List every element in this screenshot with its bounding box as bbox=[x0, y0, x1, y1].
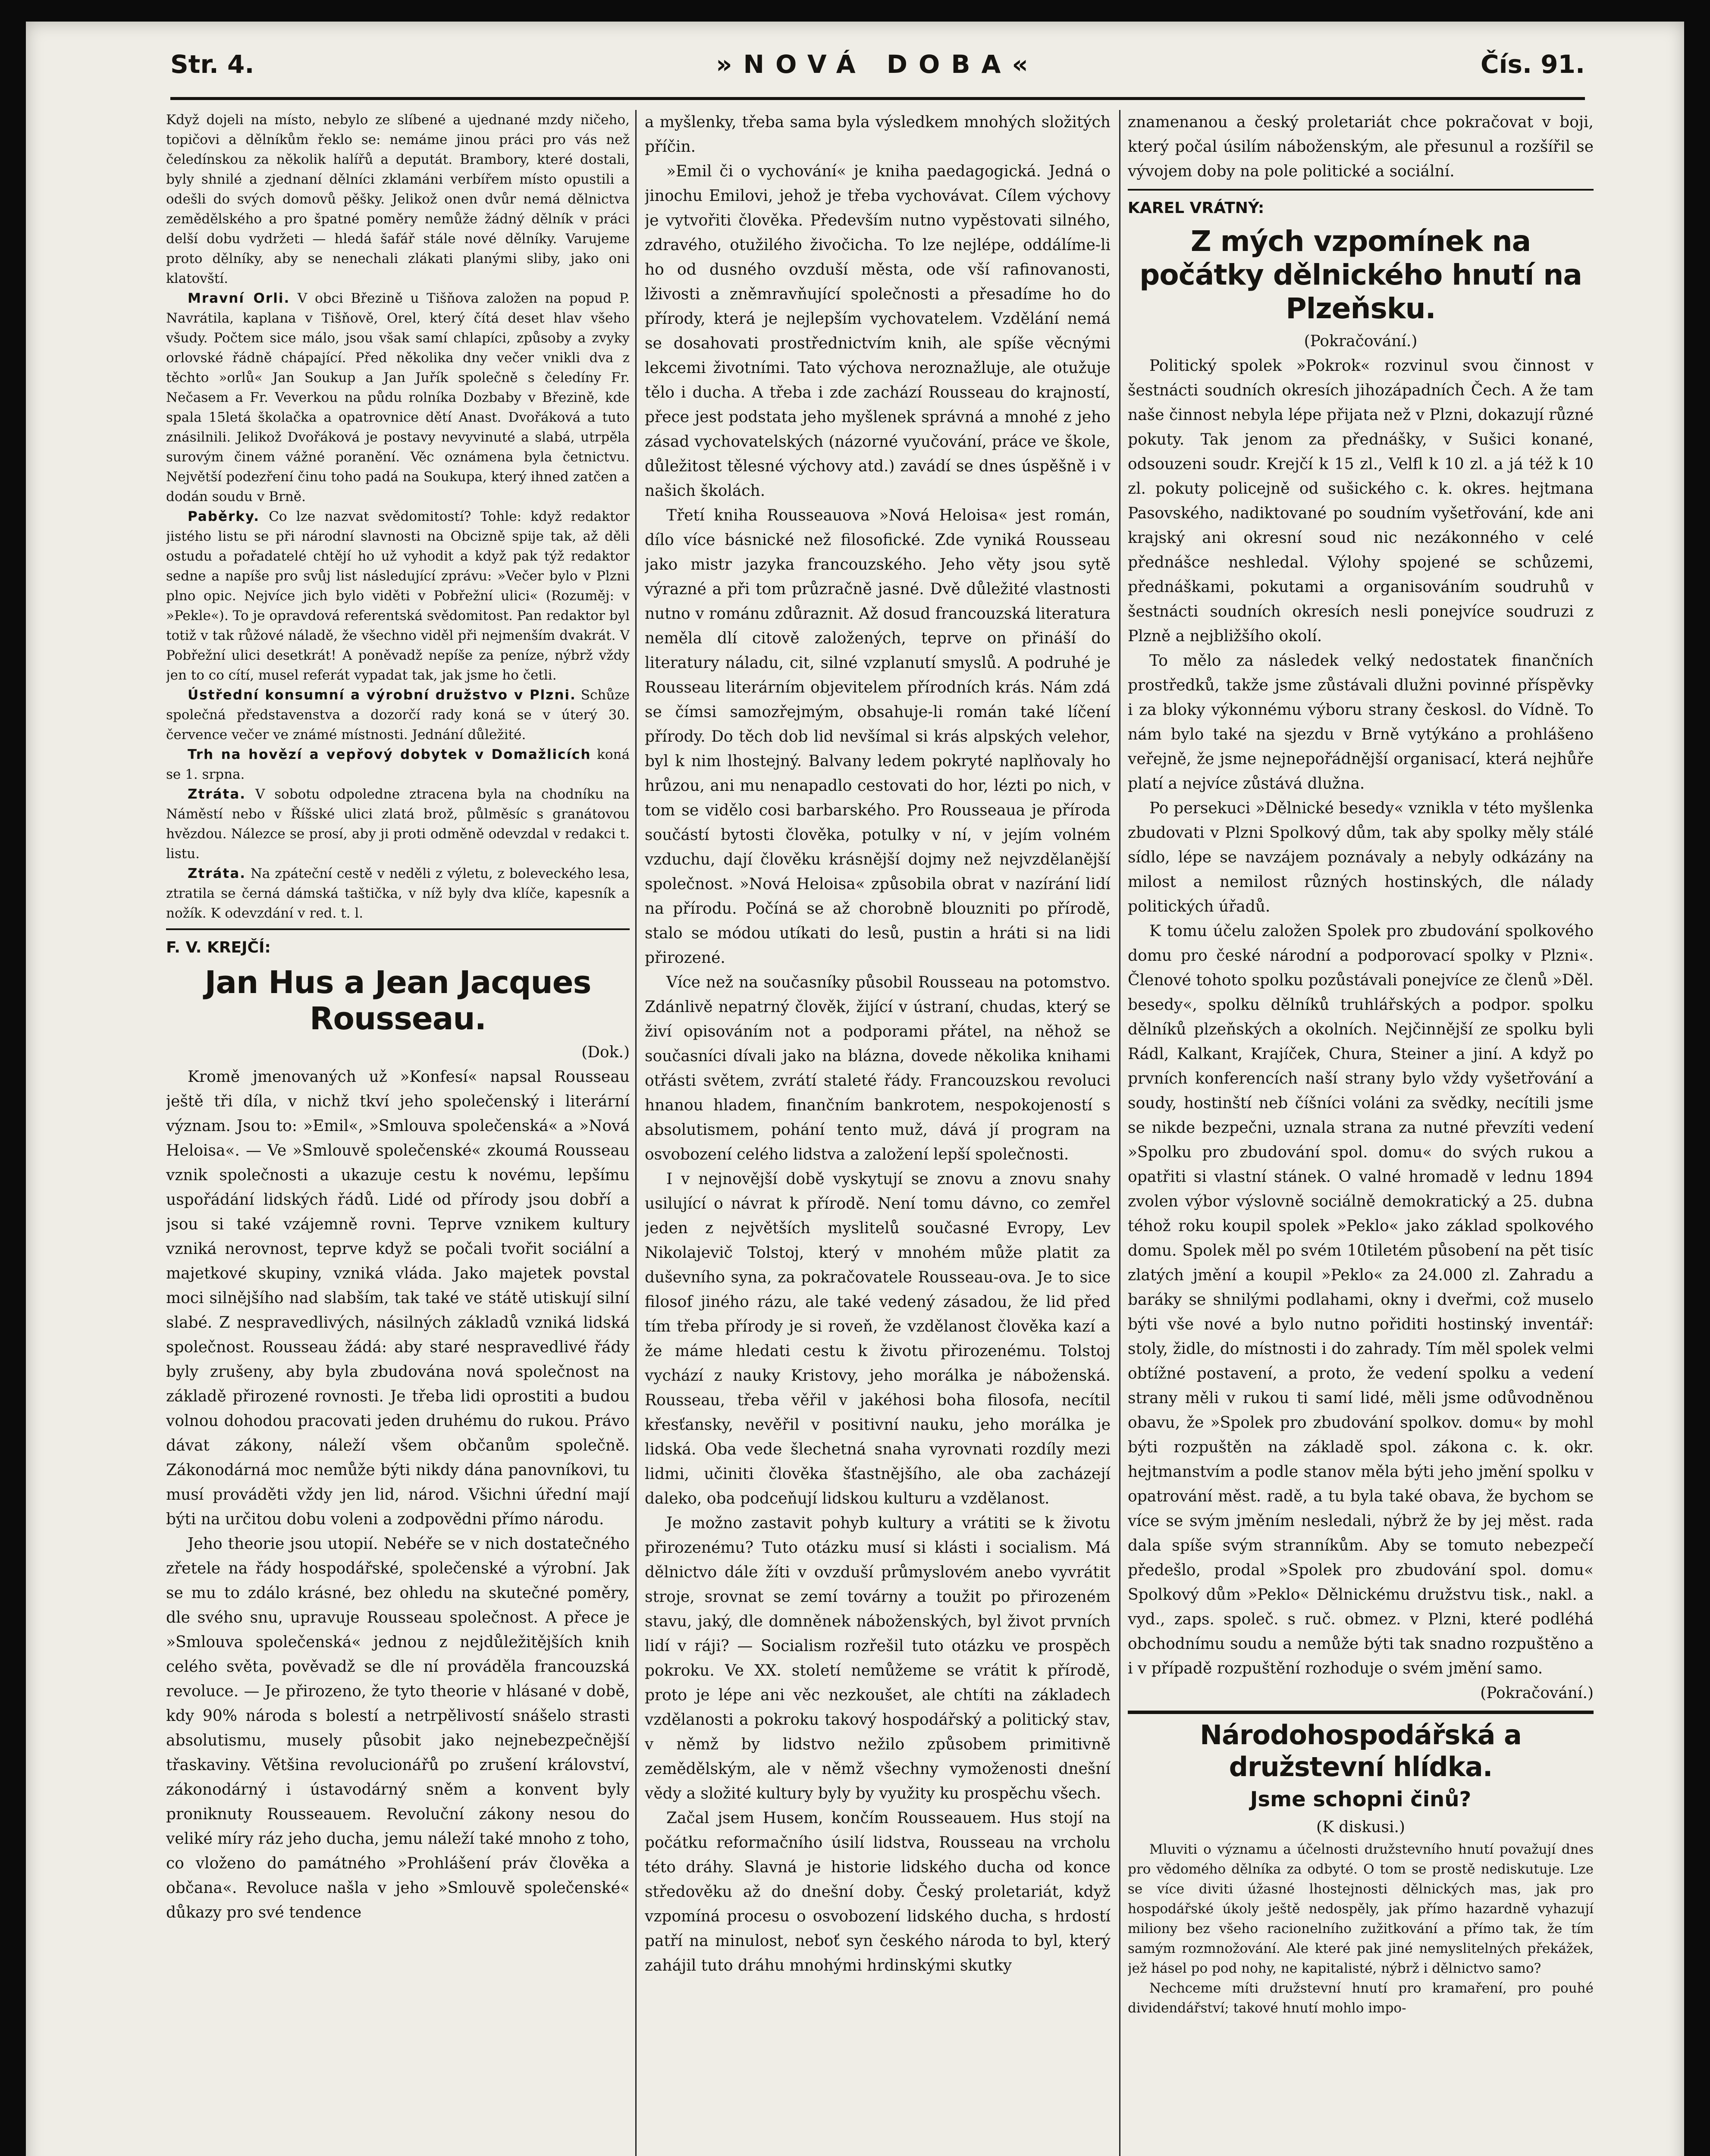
news-item-text: Na zpáteční cestě v neděli z výletu, z boleveckého lesa, ztratila se černá dámská taštička, v níž byly dva klíče, kapesník a nožík. K odevzdání v red. t. l. bbox=[166, 866, 630, 921]
news-item-title: Trh na hovězí a vepřový dobytek v Domažlicích bbox=[188, 747, 591, 762]
article-paragraph: Po persekuci »Dělnické besedy« vznikla v této myšlenka zbudovati v Plzni Spolkový dům, tak aby spolky měly stálé sídlo, lépe se navzájem poznávaly a nebyly odkázány na milost a nemilost různých hostinských, dle nálady politických úřadů. bbox=[1128, 799, 1594, 915]
news-item-text: V obci Březině u Tišňova založen na popud P. Navrátila, kaplana v Tišňově, Orel, který čítá deset hlav všeho všudy. Počtem sice málo, jsou však samí chlapíci, způsoby a zvyky orlovské řádně chápající. Před několika dny večer vnikli dva z těchto »orlů« Jan Soukup a Jan Juřík společně s čeledíny Fr. Nečasem a Fr. Veverkou na půdu rolníka Dozbaby v Březině, kde spala 15letá školačka a opatrovnice dětí Anast. Dvořáková a tuto znásilnili. Jelikož Dvořáková je postavy nevyvinuté a slabá, utrpěla surovým činem vážné poranění. Věc oznámena byla četnictvu. Největší podezření činu toho padá na Soukupa, který ihned zatčen a dodán soudu v Brně. bbox=[166, 291, 630, 505]
page-number: Str. 4. bbox=[170, 50, 254, 79]
article-continuation-note: (Pokračování.) bbox=[1480, 1684, 1594, 1702]
column-3 bbox=[1128, 110, 1594, 2156]
news-item-text: Co lze nazvat svědomitostí? Tohle: když redaktor jistého listu se při národní slavnosti na Obcizně spije tak, až děli ostudu a pořadatelé chtějí ho už vyhodit a když pak týž redaktor sedne a napíše pro svůj list následující zprávu: »Večer bylo v Plzni plno opic. Nejvíce jich bylo viděti v Pobřežní ulici« (Rozuměj: v »Pekle«). To je opravdová referentská svědomitost. Pan redaktor byl totiž v tak růžové náladě, že všechno viděl při nejmenším dvakrát. V Pobřežní ulici desetkrát! A poněvadž nepíše za peníze, nýbrž vždy jen to co cítí, musel referát vypadat tak, jak jsme ho četli. bbox=[166, 509, 630, 683]
news-item-trh bbox=[166, 745, 630, 784]
article-paragraph: Je možno zastavit pohyb kultury a vrátiti se k životu přirozenému? Tuto otázku musí si klásti i socialism. Má dělnictvo dále žíti v ovzduší průmyslovém anebo vyvrátit stroje, srovnat se zemí továrny a toužit po přirozeném stavu, jaký, dle domněnek náboženských, byl život prvních lidí v ráji? — Socialism rozřešil tuto otázku ve prospěch pokroku. Ve XX. století nemůžeme se vrátit k přírodě, proto je lépe ani věc nezkoušet, ale chtíti na základech vzdělanosti a pokroku takový hospodářský a politický stav, v němž by lidstvo nežilo způsobem primitivně zemědělským, ale v němž všechny vymoženosti dnešní vědy a složité kultury byly by využity ku prospěchu všech. bbox=[645, 1514, 1111, 1802]
article-paragraph: Třetí kniha Rousseauova »Nová Heloisa« jest román, dílo více básnické než filosofické. Zde vyniká Rousseau jako mistr jazyka francouzského. Jeho věty jsou sytě výrazné a při tom průzračně jasné. Dvě důležité vlastnosti nutno v románu zdůraznit. Až dosud francouzská literatura neměla dlí citově založených, teprve on přináší do literatury náladu, cit, silné vzplanutí smyslů. A podruhé je Rousseau literárním objevitelem přírodních krás. Nám zdá se čímsi samozřejmým, obsahuje-li román také líčení přírody. Do těch dob lid nevšímal si krás alpských velehor, byl k nim lhostejný. Balvany ledem pokryté naplňovaly ho hrůzou, ani mu nenapadlo cestovati do hor, lézti po nich, v tom se vidělo cosi barbarského. Pro Rousseaua je příroda součástí bytosti člověka, potulky v ní, v jejím volném vzduchu, dají člověku krásnější dojmy než nejvzdělanější společnost. »Nová Heloisa« způsobila obrat v nazírání lidí na přírodu. Počíná se až chorobně blouzniti po přírodě, stalo se módou utíkati do lesů, pustin a hráti si na lidi přirozené. bbox=[645, 507, 1111, 967]
issue-number: Čís. 91. bbox=[1481, 50, 1585, 79]
news-item-paberky bbox=[166, 507, 630, 685]
article-paragraph: Kromě jmenovaných už »Konfesí« napsal Rousseau ještě tři díla, v nichž tkví jeho společenský i literární význam. Jsou to: »Emil«, »Smlouva společenská« a »Nová Heloisa«. — Ve »Smlouvě společenské« zkoumá Rousseau vznik společnosti a ukazuje cestu k novému, lepšímu uspořádání lidských řádů. Lidé od přírody jsou dobří a jsou si také vzájemně rovni. Teprve vznikem kultury vzniká nerovnost, teprve když se počali tvořit sociální a majetkové skupiny, vzniká vláda. Jako majetek povstal moci silnějšího nad slabším, tak také ve státě utiskují silní slabé. Z nespravedlivých, násilných základů vzniká lidská společnost. Rousseau žádá: aby staré nespravedlivé řády byly zrušeny, aby byla zbudována nová společnost na základě přirozené rovnosti. Je třeba lidi oprostiti a budou volnou dohodou pracovati jeden druhému do rukou. Právo dávat zákony, náleží všem občanům společně. Zákonodárná moc nemůže býti nikdy dána panovníkovi, tu musí prováděti vždy jen lid, národ. Všichni úřední mají býti na určitou dobu voleni a zodpovědni přímo národu. bbox=[166, 1068, 630, 1528]
news-item-title: Mravní Orli. bbox=[188, 291, 290, 306]
article-headline: Z mých vzpomínek na počátky dělnického hnutí na Plzeňsku. bbox=[1139, 225, 1582, 325]
newspaper-page bbox=[26, 22, 1684, 2156]
news-item-title: Ústřední konsumní a výrobní družstvo v Plzni. bbox=[188, 687, 576, 703]
article-paragraph: K tomu účelu založen Spolek pro zbudování spolkového domu pro české národní a podporovací spolky v Plzni«. Členové tohoto spolku pozůstávali ponejvíce ze členů »Děl. besedy«, spolku dělníků truhlářských a podpor. spolku dělníků plzeňských a okolních. Nejčinnější ze spolku byli Rádl, Kalkant, Krajíček, Chura, Steiner a jiní. A když po prvních konferencích naší strany bylo vždy vyšetřování a soudy, hostinští neb číšníci voláni za svědky, necítili jsme se nikde bezpečni, uznala strana za nutné převzíti vedení »Spolku pro zbudování spol. domu« do svých rukou a opatřiti si vlastní stánek. O valné hromadě v lednu 1894 zvolen výbor výslovně sociálně demokratický a 25. dubna téhož roku koupil spolek »Peklo« jako základ spolkového domu. Spolek měl po svém 10tiletém působení na pět tisíc zlatých jmění a koupil »Peklo« za 24.000 zl. Zahradu a baráky se shnilými podlahami, okny i dveřmi, což muselo býti vše nové a bylo nutno pořiditi hostinský inventář: stoly, židle, do místnosti i do zahrady. Tím měl spolek velmi obtížné postavení, a proto, že vedení spolku a vedení strany měli v rukou ti samí lidé, měli jsme odůvodněnou obavu, že »Spolek pro zbudování spolkov. domu« by mohl býti rozpuštěn na základě spol. zákona c. k. okr. hejtmanstvím a podle stanov měla býti jeho jmění spolku v opatrování měst. radě, a tu byla také obava, že bychom se více se svým jměním nesledali, nýbrž že by jej měst. rada dala spíše svým stranníkům. Aby se tomuto nebezpečí předešlo, prodal »Spolek pro zbudování spol. domu« Spolkový dům »Peklo« Dělnickému družstvu tisk., nakl. a vyd., zaps. společ. s ruč. obmez. v Plzni, které podléhá obchodnímu soudu a nemůže býti tak snadno rozpuštěno a i v případě rozpuštění rozhoduje o svém jmění samo. bbox=[1128, 922, 1594, 1677]
news-item-text: V sobotu odpoledne ztracena byla na chodníku na Náměstí nebo v Říšské ulici zlatá brož, půlměsíc s granátovou hvězdou. Nálezce se prosí, aby ji proti odměně odevzdal v redakci t. listu. bbox=[166, 787, 630, 862]
news-item-title: Paběrky. bbox=[188, 509, 260, 524]
article-author: KAREL VRÁTNÝ: bbox=[1128, 199, 1264, 217]
news-item-ztrata-2 bbox=[166, 864, 630, 923]
article-paragraph: znamenanou a český proletariát chce pokračovat v boji, který počal úsilím náboženským, ale přesunul a rozšířil se vývojem doby na pole politické a sociální. bbox=[1128, 113, 1594, 180]
article-continuation-note: (Dok.) bbox=[581, 1044, 630, 1061]
column-divider bbox=[635, 110, 637, 2156]
news-item-konsum bbox=[166, 685, 630, 745]
article-subnote: (K diskusi.) bbox=[1316, 1818, 1405, 1836]
news-item-orli bbox=[166, 288, 630, 507]
article-continuation-note: (Pokračování.) bbox=[1304, 332, 1418, 350]
column-divider bbox=[1119, 110, 1120, 2156]
article-subheadline: Jsme schopni činů? bbox=[1250, 1787, 1472, 1811]
article-paragraph: I v nejnovější době vyskytují se znovu a znovu snahy usilující o návrat k přírodě. Není tomu dávno, co zemřel jeden z největších myslitelů současné Evropy, Lev Nikolajevič Tolstoj, který v mnohém může platit za duševního syna, za pokračovatele Rousseau-ova. Je to sice filosof jiného rázu, ale také vedený zásadou, že lid před tím třeba přírody je si roveň, že vzdělanost člověka kazí a že máme hledati cestu k životu přirozenému. Tolstoj vychází z nauky Kristovy, jeho morálka je náboženská. Rousseau, třeba věřil v jakéhosi boha filosofa, necítil křesťansky, nevěřil v positivní nauku, jeho morálka je lidská. Oba vede šlechetná snaha vyrovnati rozdíly mezi lidmi, učiniti člověka šťastnějšího, ale oba zacházejí daleko, oba podceňují lidskou kulturu a vzdělanost. bbox=[645, 1170, 1111, 1507]
news-item-ztrata-1 bbox=[166, 784, 630, 864]
article-paragraph: To mělo za následek velký nedostatek finančních prostředků, takže jsme zůstávali dlužni povinné příspěvky i za bloky výkonnému výboru strany českosl. do Vídně. To nám bylo také na sjezdu v Brně vytýkáno a prohlášeno veřejně, že jsme nejnepořádnější organisací, která nejhůře platí a nejvíce zůstává dlužna. bbox=[1128, 652, 1594, 793]
article-paragraph: Více než na současníky působil Rousseau na potomstvo. Zdánlivě nepatrný člověk, žijící v ústraní, chudas, který se živí opisováním not a podporami přátel, na něhož se současníci dívali jako na blázna, dovede několika knihami otřásti světem, zvrátí staleté řády. Francouzskou revoluci hnanou hladem, finančním bankrotem, nespokojeností s absolutismem, pohání tento muž, dává jí program na osvobození celého lidstva a založení lepší společnosti. bbox=[645, 974, 1111, 1163]
news-paragraph: Když dojeli na místo, nebylo ze slíbené a ujednané mzdy ničeho, topičovi a dělníkům řeklo se: nemáme jinou práci pro vás než čeledínskou za několik halířů a deputát. Brambory, které dostali, byly shnilé a zjednaní dělníci zklamáni verbířem místo opustili a odešli do svých domovů pěšky. Jelikož onen dvůr nemá dělnictva zemědělského a pro špatné poměry nemůže žádný dělník v práci delší dobu vydržeti — hledá šafář stále nové dělníky. Varujeme proto dělníky, aby se nenechali zlákati planými sliby, jako oni klatovští. bbox=[166, 112, 630, 286]
section-rule bbox=[166, 928, 630, 930]
article-paragraph: a myšlenky, třeba sama byla výsledkem mnohých složitých příčin. bbox=[645, 113, 1111, 156]
article-paragraph: Politický spolek »Pokrok« rozvinul svou činnost v šestnácti soudních okresích jihozápadních Čech. A že tam naše činnost nebyla lépe přijata než v Plzni, dokazují různé pokuty. Tak jenom za přednášky, v Sušici konané, odsouzeni soudr. Krejčí k 15 zl., Velfl k 10 zl. a já též k 10 zl. pokuty policejně od sušického c. k. okres. hejtmana Pasovského, nadiktované po soudním vyšetřování, kde ani krajský ani okresní soud nic nezákonného v celé přednášce neshledal. Výlohy spojené se schůzemi, přednáškami, pokutami a organisováním soudruhů v šestnácti soudních okresích nesli ponejvíce soudruzi z Plzně a nejbližšího okolí. bbox=[1128, 357, 1594, 645]
section-rule bbox=[1128, 189, 1594, 191]
news-item-title: Ztráta. bbox=[188, 866, 246, 881]
news-item-text: Schůze společná představenstva a dozorčí rady koná se v úterý 30. července večer ve známé místnosti. Jednání důležité. bbox=[166, 687, 630, 743]
article-paragraph: Nechceme míti družstevní hnutí pro kramaření, pro pouhé dividendářství; takové hnutí mohlo impo- bbox=[1128, 1981, 1594, 2016]
news-item-title: Ztráta. bbox=[188, 787, 246, 802]
article-paragraph: »Emil či o vychování« je kniha paedagogická. Jedná o jinochu Emilovi, jehož je třeba vychovávat. Cílem výchovy je vytvořiti člověka. Především nutno vypěstovati silného, zdravého, otužilého živočicha. To lze nejlépe, oddálíme-li ho od dusného ovzduší města, ode vší rafinovanosti, lživosti a zněmravňující společnosti a přesadíme ho do přírody, která je nejlepším vychovatelem. Vzdělání nemá se dosahovati prostřednictvím knih, ale spíše věcnými lekcemi životními. Tato výchova neroznažluje, ale otužuje tělo i ducha. A třeba i zde zachází Rousseau do krajností, přece jest podstata jeho myšlenek správná a mnohé z jeho zásad vychovatelských (názorné vyučování, práce ve škole, důležitost tělesné výchovy atd.) zavádí se dnes úspěšně i v našich školách. bbox=[645, 163, 1111, 500]
article-author: F. V. KREJČÍ: bbox=[166, 939, 271, 956]
article-paragraph: Mluviti o významu a účelnosti družstevního hnutí považují dnes pro vědomého dělníka za odbyté. O tom se prostě nediskutuje. Lze se více diviti úžasné lhostejnosti dělnických mas, jak pro hospodářské úkoly ještě nedospěly, jak přímo hazardně vyhazují miliony bez všeho racionelního zužitkování a přímo tak, že tím samým rozmnožování. Ale které pak jiné nemyslitelných překážek, jež hásel po pod nohy, ne kapitalisté, nýbrž i dělnictvo samo? bbox=[1128, 1842, 1594, 1976]
column-2 bbox=[645, 110, 1111, 2156]
article-headline: Jan Hus a Jean Jacques Rousseau. bbox=[204, 964, 591, 1037]
masthead-title: »NOVÁ DOBA« bbox=[716, 50, 1039, 79]
section-headline: Národohospodářská a družstevní hlídka. bbox=[1200, 1719, 1522, 1783]
section-rule bbox=[1128, 1711, 1594, 1714]
header-rule bbox=[170, 97, 1585, 100]
article-paragraph: Začal jsem Husem, končím Rousseauem. Hus stojí na počátku reformačního úsilí lidstva, Rousseau na vrcholu této dráhy. Slavná je historie lidského ducha od konce středověku až do dnešní doby. Český proletariát, když vzpomíná procesu o osvobození lidského ducha, s hrdostí patří na minulost, neboť syn českého národa to byl, který zahájil tuto dráhu mnohými hrdinskými skutky bbox=[645, 1809, 1111, 1974]
page-header bbox=[170, 50, 1585, 93]
article-paragraph: Jeho theorie jsou utopií. Nebéře se v nich dostatečného zřetele na řády hospodářské, společenské a výrobní. Jak se mu to zdálo krásné, bez ohledu na skutečné poměry, dle svého snu, upravuje Rousseau společnost. A přece je »Smlouva společenská« jednou z nejdůležitějších knih celého světa, pověvadž se dle ní prováděla francouzská revoluce. — Je přirozeno, že tyto theorie v hlásané v době, kdy 90% národa s bolestí a netrpělivostí snášelo strasti absolutismu, musely působit jako nejnebezpečnější třaskaviny. Většina revolucionářů po zrušení království, zákonodárný i ústavodárný sněm a konvent byly proniknuty Rousseauem. Revoluční zákony nesou do veliké míry ráz jeho ducha, jemu náleží také mnoho z toho, co vloženo do památného »Prohlášení práv člověka a občana«. Revoluce našla v jeho »Smlouvě společenské« důkazy pro své tendence bbox=[166, 1535, 630, 1921]
news-item-text: koná se 1. srpna. bbox=[166, 747, 630, 782]
column-1 bbox=[166, 110, 630, 2156]
